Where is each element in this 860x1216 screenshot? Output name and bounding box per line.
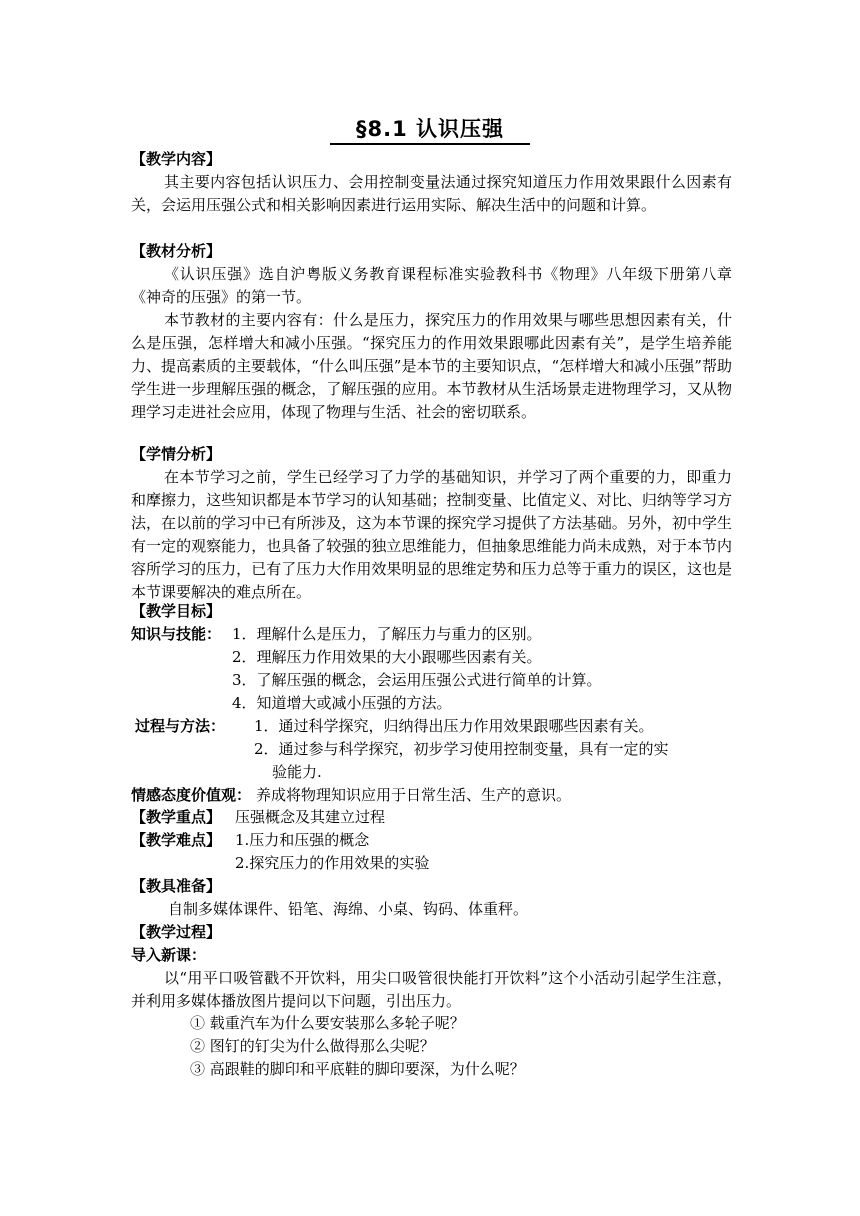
process-item: 2．通过参与科学探究，初步学习使用控制变量，具有一定的实 xyxy=(254,740,669,758)
attitude-text: 养成将物理知识应用于日常生活、生产的意识。 xyxy=(256,786,572,804)
process-item: 验能力. xyxy=(272,763,322,781)
process-item: 1．通过科学探究，归纳得出压力作用效果跟哪些因素有关。 xyxy=(254,717,654,735)
material-paragraph-2: 本节教材的主要内容有：什么是压力，探究压力的作用效果与哪些思想因素有关，什么是压强，怎样增大和减小压强。“探究压力的作用效果跟哪此因素有关”，是学生培养能力、提高素质的主要载体，“什么叫压强”是本节的主要知识点，“怎样增大和减小压强”帮助学生进一步理解压强的概念，了解压强的应用。本节教材从生活场景走进物理学习，又从物理学习走进社会应用，体现了物理与生活、社会的密切联系。 xyxy=(131,311,732,421)
attitude-label: 情感态度价值观： xyxy=(131,786,252,804)
difficulty-heading: 【教学难点】 xyxy=(131,831,222,849)
content-heading: 【教学内容】 xyxy=(131,150,222,168)
knowledge-item: 2．理解压力作用效果的大小跟哪些因素有关。 xyxy=(232,648,542,666)
intro-label: 导入新课： xyxy=(131,946,207,964)
question-item: ② 图钉的钉尖为什么做得那么尖呢？ xyxy=(190,1037,435,1055)
process-method-label: 过程与方法： xyxy=(135,717,226,735)
knowledge-item: 1．理解什么是压力，了解压力与重力的区别。 xyxy=(232,625,542,643)
intro-paragraph: 以“用平口吸管戳不开饮料，用尖口吸管很快能打开饮料”这个小活动引起学生注意，并利用多媒体播放图片提问以下问题，引出压力。 xyxy=(131,969,732,1010)
question-item: ① 载重汽车为什么要安装那么多轮子呢？ xyxy=(190,1014,465,1032)
key-point-heading: 【教学重点】 xyxy=(131,808,222,826)
difficulty-item: 2.探究压力的作用效果的实验 xyxy=(235,854,430,872)
key-point-text: 压强概念及其建立过程 xyxy=(235,808,386,826)
knowledge-label: 知识与技能： xyxy=(131,625,222,643)
knowledge-item: 4．知道增大或减小压强的方法。 xyxy=(232,694,452,712)
tools-heading: 【教具准备】 xyxy=(131,877,222,895)
knowledge-item: 3．了解压强的概念，会运用压强公式进行简单的计算。 xyxy=(232,671,602,689)
difficulty-item: 1.压力和压强的概念 xyxy=(235,831,370,849)
material-heading: 【教材分析】 xyxy=(131,242,222,260)
page-title: §8.1 认识压强 xyxy=(0,113,860,143)
question-item: ③ 高跟鞋的脚印和平底鞋的脚印要深，为什么呢？ xyxy=(190,1060,525,1078)
content-paragraph: 其主要内容包括认识压力、会用控制变量法通过探究知道压力作用效果跟什么因素有关，会运用压强公式和相关影响因素进行运用实际、解决生活中的问题和计算。 xyxy=(131,173,732,214)
goals-heading: 【教学目标】 xyxy=(131,602,222,620)
students-paragraph: 在本节学习之前，学生已经学习了力学的基础知识，并学习了两个重要的力，即重力和摩擦力，这些知识都是本节学习的认知基础；控制变量、比值定义、对比、归纳等学习方法，在以前的学习中已有所涉及，这为本节课的探究学习提供了方法基础。另外，初中学生有一定的观察能力，也具备了较强的独立思维能力，但抽象思维能力尚未成熟，对于本节内容所学习的压力，已有了压力大作用效果明显的思维定势和压力总等于重力的误区，这也是本节课要解决的难点所在。 xyxy=(131,468,732,601)
process-heading: 【教学过程】 xyxy=(131,923,222,941)
material-paragraph-1: 《认识压强》选自沪粤版义务教育课程标准实验教科书《物理》八年级下册第八章《神奇的压强》的第一节。 xyxy=(131,265,732,306)
tools-text: 自制多媒体课件、铅笔、海绵、小桌、钩码、体重秤。 xyxy=(168,900,529,918)
students-heading: 【学情分析】 xyxy=(131,445,222,463)
